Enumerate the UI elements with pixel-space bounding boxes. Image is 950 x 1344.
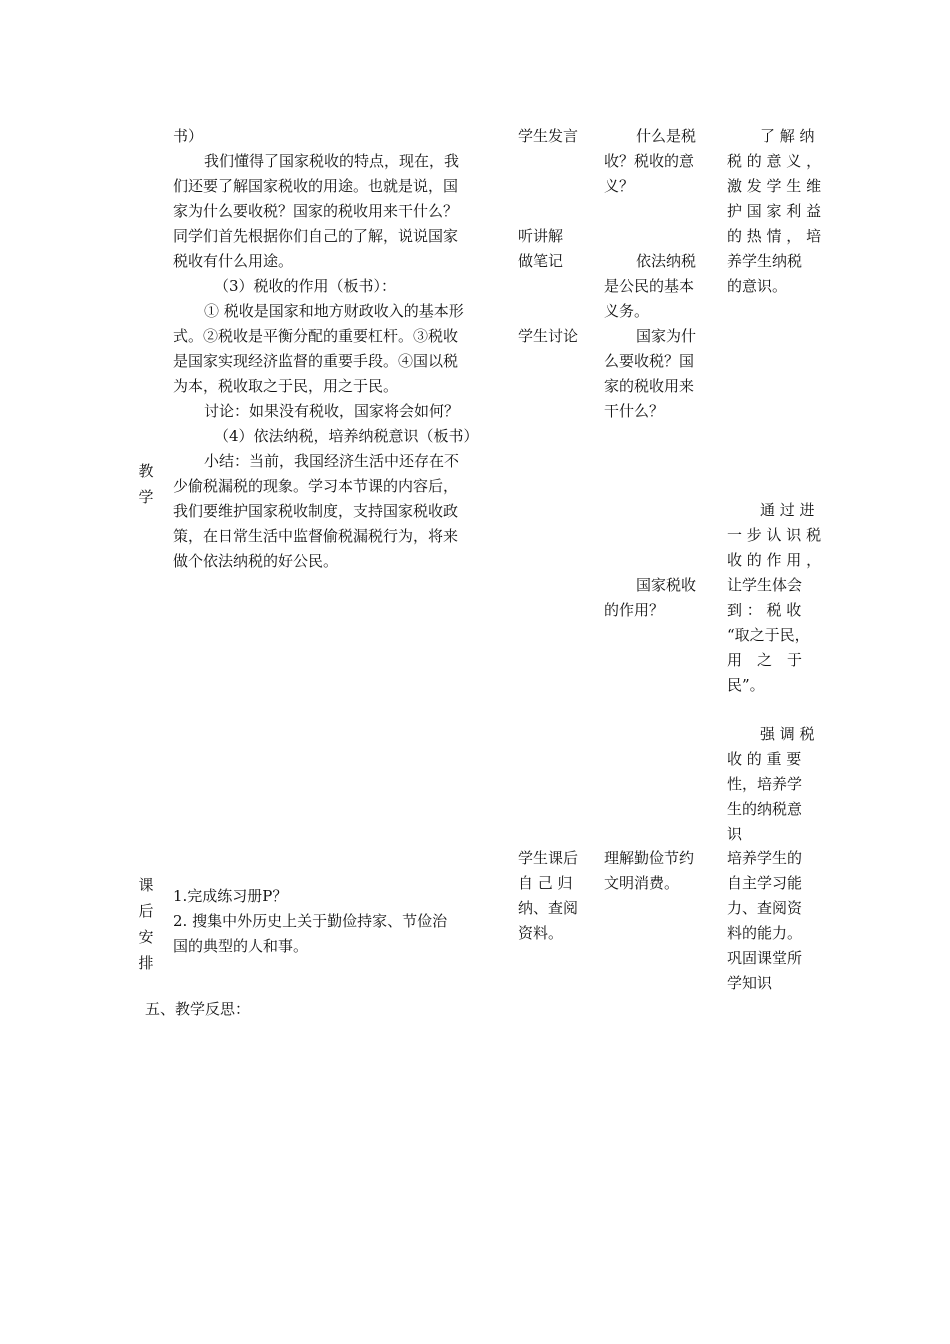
intent-line: 民”。	[727, 676, 765, 694]
intent-line: 到 ： 税 收	[727, 601, 802, 619]
question-line: 的作用？	[604, 601, 665, 619]
stage-label-char: 安	[138, 928, 154, 946]
question-line: 国家为什	[636, 327, 697, 345]
content-heading: （3）税收的作用（板书）：	[214, 277, 397, 295]
content-line: 式。②税收是平衡分配的重要杠杆。③税收	[173, 327, 459, 345]
student-activity: 学生讨论	[518, 327, 579, 345]
content-line: 策，在日常生活中监督偷税漏税行为，将来	[173, 527, 459, 545]
question-line: 依法纳税	[636, 252, 697, 270]
student-activity: 学生课后	[518, 849, 579, 867]
intent-line: 护 国 家 利 益	[727, 202, 822, 220]
stage-label-char: 排	[138, 954, 154, 972]
student-activity: 纳、查阅	[518, 899, 579, 917]
intent-line: 养学生纳税	[727, 252, 803, 270]
intent-line: 培养学生的	[727, 849, 803, 867]
content-line: 们还要了解国家税收的用途。也就是说，国	[173, 177, 459, 195]
reflection-heading: 五、教学反思：	[145, 1000, 251, 1018]
student-activity: 学生发言	[518, 127, 579, 145]
intent-line: 学知识	[727, 974, 773, 992]
question-line: 文明消费。	[604, 874, 680, 892]
stage-label-char: 课	[138, 876, 154, 894]
homework-item: 2. 搜集中外历史上关于勤俭持家、节俭治	[173, 912, 448, 930]
intent-line: 料的能力。	[727, 924, 803, 942]
intent-line: 的意识。	[727, 277, 788, 295]
content-line: 我们懂得了国家税收的特点，现在，我	[204, 152, 460, 170]
content-heading: （4）依法纳税，培养纳税意识（板书）	[214, 427, 479, 445]
content-line: 是国家实现经济监督的重要手段。④国以税	[173, 352, 459, 370]
after-class-section	[0, 840, 950, 1000]
intent-line: 巩固课堂所	[727, 949, 803, 967]
student-activity: 做笔记	[518, 252, 564, 270]
intent-line: 通 过 进	[760, 501, 815, 519]
intent-line: 税 的 意 义 ，	[727, 152, 822, 170]
question-line: 国家税收	[636, 576, 697, 594]
intent-line: 让学生体会	[727, 576, 803, 594]
stage-label-teaching	[136, 460, 156, 508]
content-line: 做个依法纳税的好公民。	[173, 552, 339, 570]
intent-line: 的 热 情 ， 培	[727, 227, 822, 245]
stage-label-char: 后	[138, 902, 154, 920]
intent-line: 收 的 作 用 ，	[727, 551, 822, 569]
content-line: 书）	[173, 127, 204, 145]
content-line: 少偷税漏税的现象。学习本节课的内容后，	[173, 477, 459, 495]
intent-line: 了 解 纳	[760, 127, 815, 145]
student-activity: 听讲解	[518, 227, 564, 245]
question-line: 么要收税？国	[604, 352, 695, 370]
content-line: 同学们首先根据你们自己的了解，说说国家	[173, 227, 459, 245]
intent-line: 自主学习能	[727, 874, 803, 892]
content-line: 税收有什么用途。	[173, 252, 294, 270]
homework-item: 国的典型的人和事。	[173, 937, 309, 955]
content-line: 为本，税收取之于民，用之于民。	[173, 377, 399, 395]
intent-line: 强 调 税	[760, 725, 815, 743]
question-line: 义务。	[604, 302, 650, 320]
intent-line: 性，培养学	[727, 775, 803, 793]
homework-item: 1.完成练习册P？	[173, 887, 288, 905]
stage-label-char: 教	[138, 462, 154, 480]
intent-line: 识	[727, 825, 743, 843]
content-line: ① 税收是国家和地方财政收入的基本形	[204, 302, 464, 320]
question-line: 收？税收的意	[604, 152, 695, 170]
question-line: 什么是税	[636, 127, 697, 145]
intent-line: 收 的 重 要	[727, 750, 802, 768]
intent-line: 激 发 学 生 维	[727, 177, 822, 195]
intent-line: 用 之 于	[727, 651, 803, 669]
stage-label-char: 学	[138, 488, 154, 506]
student-activity: 资料。	[518, 924, 564, 942]
question-line: 理解勤俭节约	[604, 849, 695, 867]
student-activity: 自 己 归	[518, 874, 573, 892]
intent-line: 一 步 认 识 税	[727, 526, 822, 544]
content-line: 讨论：如果没有税收，国家将会如何？	[204, 402, 460, 420]
question-line: 义？	[604, 177, 635, 195]
stage-label-after-class	[136, 872, 156, 976]
intent-line: “取之于民，	[727, 626, 810, 644]
content-line: 家为什么要收税？国家的税收用来干什么？	[173, 202, 459, 220]
question-line: 干什么？	[604, 402, 665, 420]
content-line: 我们要维护国家税收制度，支持国家税收政	[173, 502, 459, 520]
intent-line: 力、查阅资	[727, 899, 803, 917]
question-line: 家的税收用来	[604, 377, 695, 395]
question-line: 是公民的基本	[604, 277, 695, 295]
intent-line: 生的纳税意	[727, 800, 803, 818]
content-line: 小结：当前，我国经济生活中还存在不	[204, 452, 460, 470]
